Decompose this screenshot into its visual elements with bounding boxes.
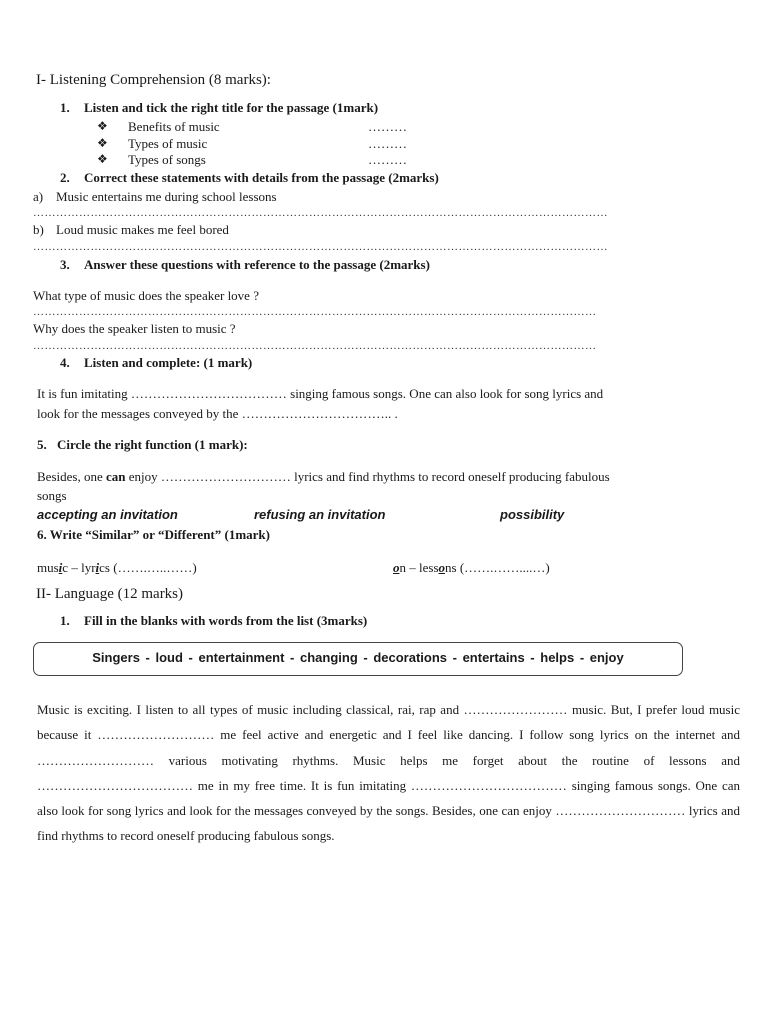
q2-a-answer-line[interactable]: ……………………………………………………………………………………………………………………………………	[33, 207, 608, 219]
option-label: Types of songs	[128, 152, 206, 167]
q5-number: 5.	[37, 437, 47, 452]
q2-b-answer-line[interactable]: ……………………………………………………………………………………………………………………………………	[33, 241, 608, 253]
function-option-3[interactable]: possibility	[500, 507, 565, 522]
q5-text-line-2: songs	[37, 488, 67, 503]
section-2-title: II- Language (12 marks)	[36, 586, 184, 602]
q1-number: 1.	[60, 100, 70, 115]
option-blank[interactable]: ………	[368, 152, 407, 167]
q2-b-statement: Loud music makes me feel bored	[56, 222, 229, 237]
word-part: less	[419, 560, 439, 575]
word-list: Singers - loud - entertainment - changing - decorations - entertains - helps - enjoy	[92, 650, 624, 665]
q3-question-2: Why does the speaker listen to music ?	[33, 321, 236, 336]
word-part: ns	[445, 560, 457, 575]
q4-number: 4.	[60, 355, 70, 370]
q6-instruction: 6. Write “Similar” or “Different” (1mark)	[37, 527, 270, 542]
q4-text-line-2: look for the messages conveyed by the …………………………….. .	[37, 406, 398, 421]
diamond-bullet-icon: ❖	[97, 136, 108, 150]
option-label: Benefits of music	[128, 119, 220, 134]
option-label: Types of music	[128, 136, 208, 151]
dash: –	[68, 560, 82, 575]
word-part: lyr	[81, 560, 96, 575]
q2-number: 2.	[60, 170, 70, 185]
underlined-letter: i	[95, 560, 100, 575]
word-part: cs	[99, 560, 110, 575]
dash: –	[406, 560, 419, 575]
q6-pair-1	[37, 560, 197, 576]
q3-question-1: What type of music does the speaker love ?	[33, 288, 259, 303]
q1-instruction: Listen and tick the right title for the passage (1mark)	[84, 100, 379, 115]
function-option-1[interactable]: accepting an invitation	[37, 507, 178, 522]
word-part: n	[399, 560, 406, 575]
underlined-letter: i	[58, 560, 63, 575]
q4-text-line-1: It is fun imitating ……………………………… singing famous songs. One can also look for song lyrics and	[37, 386, 604, 401]
function-option-2[interactable]: refusing an invitation	[254, 507, 386, 522]
word-part: mus	[37, 560, 59, 575]
q5-text-after: enjoy ………………………… lyrics and find rhythms to record oneself producing fabulous	[125, 469, 610, 484]
underlined-letter: o	[438, 560, 445, 575]
language-q1-number: 1.	[60, 613, 70, 628]
q2-a-label: a)	[33, 189, 44, 204]
underlined-letter: o	[393, 560, 400, 575]
q2-instruction: Correct these statements with details from the passage (2marks)	[84, 170, 439, 185]
q4-instruction: Listen and complete: (1 mark)	[84, 355, 253, 370]
word-part: c	[62, 560, 69, 575]
q5-instruction: Circle the right function (1 mark):	[57, 437, 248, 452]
word-list-box	[33, 642, 683, 676]
option-blank[interactable]: ………	[368, 136, 407, 151]
q5-text-line-1	[37, 469, 610, 485]
q2-a-statement: Music entertains me during school lessons	[56, 189, 277, 204]
section-1-title: I- Listening Comprehension (8 marks):	[36, 72, 271, 88]
pair-1-blank[interactable]: (…….…..……)	[110, 560, 197, 575]
q5-text-bold-can: can	[105, 469, 126, 484]
q2-b-label: b)	[33, 222, 44, 237]
pair-2-blank[interactable]: (…….……....…)	[456, 560, 550, 575]
diamond-bullet-icon: ❖	[97, 152, 108, 166]
diamond-bullet-icon: ❖	[97, 119, 108, 133]
option-blank[interactable]: ………	[368, 119, 407, 134]
fill-in-paragraph: Music is exciting. I listen to all types of music including classical, rai, rap and …………………… music. But, I prefer loud music because it ……………………… me feel active and energetic and I feel like dancing. I follow song lyrics on the internet and ……………………… various motivating rhythms. Music helps me forget about the routine of lessons and ……………………………… me in my free time. It is fun imitating ……………………………… singing famous songs. One can also look for song lyrics and look for the messages conveyed by the songs. Besides, one can enjoy ………………………… lyrics and find rhythms to record oneself producing fabulous songs.	[37, 702, 740, 844]
q3-answer-line-1[interactable]: …………………………………………………………………………………………………………………………………	[33, 306, 597, 318]
q3-number: 3.	[60, 257, 70, 272]
q6-pair-2	[393, 560, 550, 576]
language-q1-instruction: Fill in the blanks with words from the list (3marks)	[84, 613, 368, 628]
q3-instruction: Answer these questions with reference to the passage (2marks)	[84, 257, 430, 272]
q3-answer-line-2[interactable]: …………………………………………………………………………………………………………………………………	[33, 340, 597, 352]
q5-text-before: Besides, one	[37, 469, 106, 484]
